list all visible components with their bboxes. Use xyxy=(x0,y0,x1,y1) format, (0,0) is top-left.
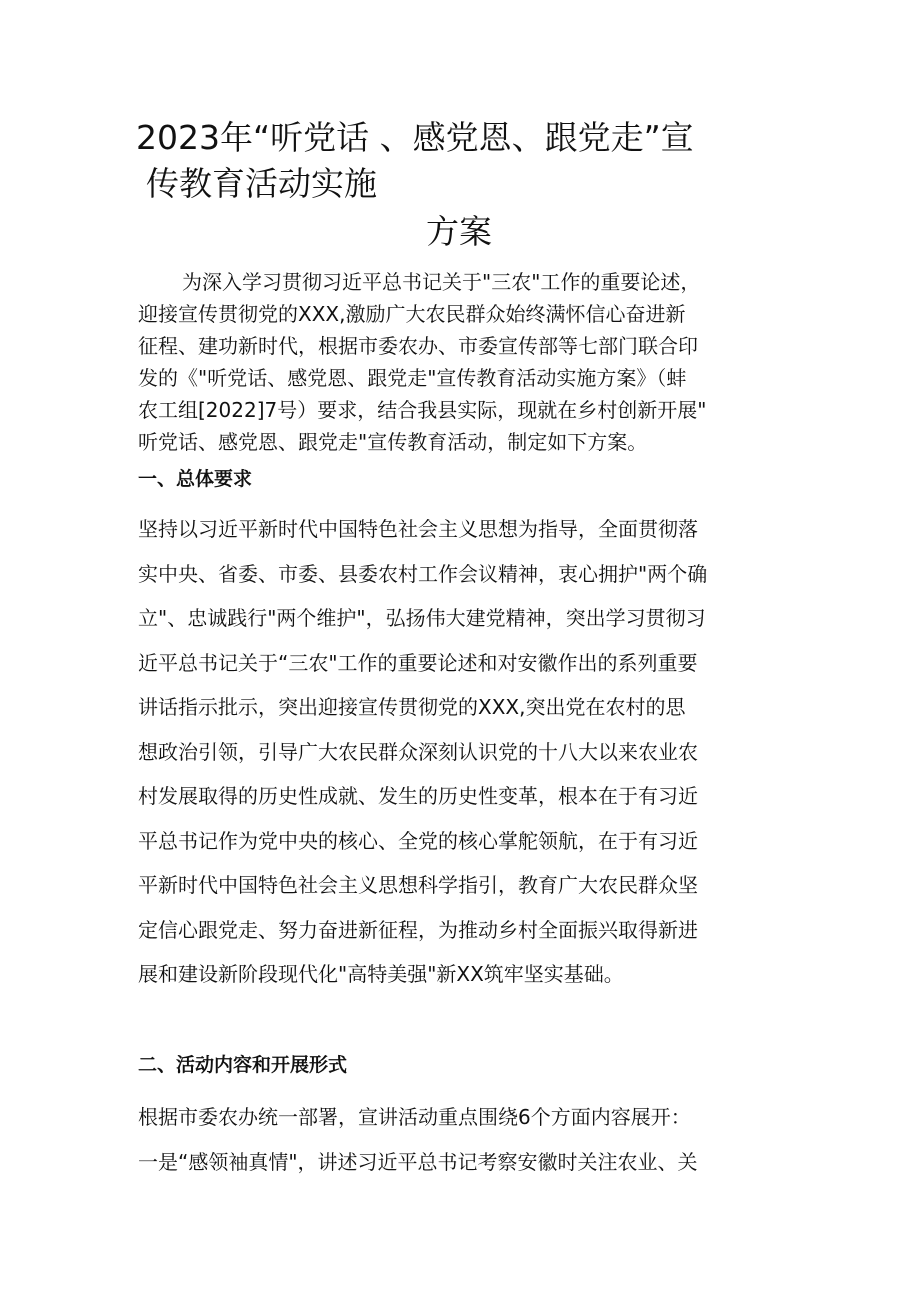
paragraph-line: 定信心跟党走、努力奋进新征程，为推动乡村全面振兴取得新进 xyxy=(138,917,698,942)
paragraph-line: 村发展取得的历史性成就、发生的历史性变革，根本在于有习近 xyxy=(138,784,698,808)
document-title-line-2: 传教育活动实施 xyxy=(146,164,377,203)
intro-line: 农工组[2022]7号）要求，结合我县实际，现就在乡村创新开展" xyxy=(138,398,707,422)
paragraph-line: 想政治引领，引导广大农民群众深刻认识党的十八大以来农业农 xyxy=(138,739,698,764)
paragraph-line: 根据市委农办统一部署，宣讲活动重点围绕6个方面内容展开： xyxy=(138,1105,691,1129)
paragraph-line: 平总书记作为党中央的核心、全党的核心掌舵领航，在于有习近 xyxy=(138,828,698,853)
intro-line: 发的《"听党话、感党恩、跟党走"宣传教育活动实施方案》（蚌 xyxy=(138,366,687,390)
section-heading-general-requirements: 一、总体要求 xyxy=(138,468,253,490)
paragraph-line: 讲话指示批示，突出迎接宣传贯彻党的XXX,突出党在农村的思 xyxy=(138,695,686,719)
section-heading-activity-content: 二、活动内容和开展形式 xyxy=(138,1054,348,1076)
paragraph-line: 实中央、省委、市委、县委农村工作会议精神，衷心拥护"两个确 xyxy=(138,561,708,586)
section2-paragraph xyxy=(138,1095,798,1184)
section1-paragraph xyxy=(138,507,798,997)
document-title-line-1: 2023年“听党话 、感党恩、跟党走”宣 xyxy=(136,118,694,157)
intro-line: 征程、建功新时代，根据市委农办、市委宣传部等七部门联合印 xyxy=(138,334,698,358)
paragraph-line: 近平总书记关于“三农"工作的重要论述和对安徽作出的系列重要 xyxy=(138,650,698,675)
intro-line: 听党话、感党恩、跟党走"宣传教育活动，制定如下方案。 xyxy=(138,430,648,454)
document-title-line-3: 方案 xyxy=(426,212,492,251)
intro-line: 迎接宣传贯彻党的XXX,激励广大农民群众始终满怀信心奋进新 xyxy=(138,302,686,326)
intro-line: 为深入学习贯彻习近平总书记关于"三农"工作的重要论述， xyxy=(182,270,701,294)
paragraph-line: 立"、忠诚践行"两个维护"，弘扬伟大建党精神，突出学习贯彻习 xyxy=(138,606,706,630)
paragraph-line: 平新时代中国特色社会主义思想科学指引，教育广大农民群众坚 xyxy=(138,873,698,897)
intro-paragraph xyxy=(138,266,788,458)
paragraph-line: 一是“感领袖真情"，讲述习近平总书记考察安徽时关注农业、关 xyxy=(138,1149,698,1174)
paragraph-line: 坚持以习近平新时代中国特色社会主义思想为指导，全面贯彻落 xyxy=(138,517,698,541)
paragraph-line: 展和建设新阶段现代化"高特美强"新XX筑牢坚实基础。 xyxy=(138,962,624,986)
